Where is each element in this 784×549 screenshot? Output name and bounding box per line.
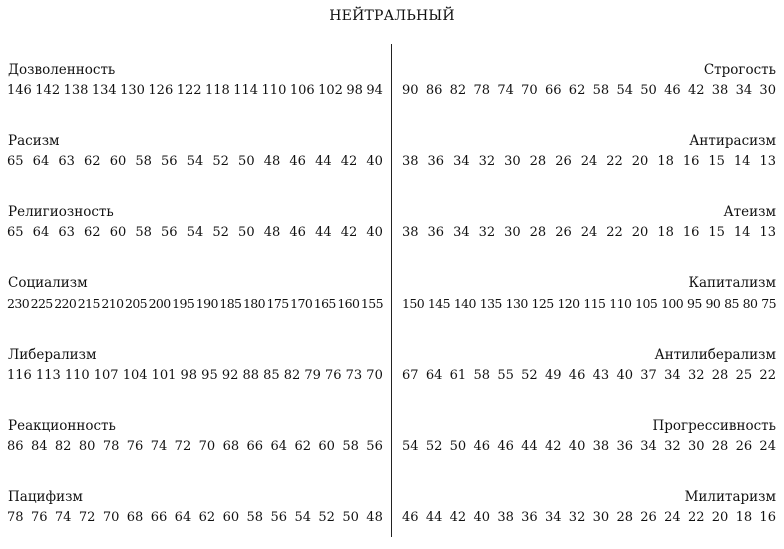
scale-value: 76: [126, 439, 144, 454]
scale-value: 54: [186, 225, 204, 240]
axis-permissiveness-strictness: [0, 62, 784, 122]
scale-value: 122: [176, 83, 202, 98]
scale-value: 40: [366, 225, 383, 240]
scale-value: 75: [761, 296, 776, 311]
scale-value: 106: [289, 83, 315, 98]
scale-value: 44: [315, 154, 332, 169]
scale-value: 40: [616, 368, 633, 383]
scale-value: 135: [479, 296, 502, 311]
scale-value: 101: [151, 368, 177, 383]
scale-value: 16: [682, 225, 700, 240]
scale-value: 52: [521, 368, 538, 383]
scale-value: 40: [568, 439, 586, 454]
scale-value: 58: [135, 225, 152, 240]
axis-right-label: Атеизм: [723, 204, 776, 220]
scale-value: 110: [64, 368, 90, 383]
scale-value: 38: [592, 439, 610, 454]
scale-value: 76: [30, 510, 48, 525]
axis-left-label: Религиозность: [8, 204, 114, 220]
scale-value: 30: [592, 510, 610, 525]
scale-value: 215: [77, 296, 100, 311]
scale-value: 56: [270, 510, 288, 525]
axis-right-label: Строгость: [703, 62, 776, 78]
scale-value: 79: [304, 368, 321, 383]
scale-value: 155: [360, 296, 383, 311]
scale-value: 48: [366, 510, 383, 525]
scale-value: 68: [126, 510, 144, 525]
scale-value: 24: [664, 510, 681, 525]
axis-racism-antiracism: [0, 133, 784, 193]
scale-value: 86: [7, 439, 24, 454]
scale-value: 66: [150, 510, 168, 525]
scale-value: 50: [238, 225, 255, 240]
axis-right-label: Антилиберализм: [654, 347, 776, 363]
axis-socialism-capitalism: [0, 275, 784, 335]
axis-right-values: [402, 153, 776, 171]
scale-value: 60: [318, 439, 335, 454]
scale-value: 42: [340, 154, 358, 169]
scale-value: 107: [93, 368, 119, 383]
scale-value: 14: [733, 225, 751, 240]
scale-value: 210: [101, 296, 124, 311]
scale-value: 62: [568, 83, 586, 98]
axis-left-values: [7, 224, 383, 242]
axis-right-label: Милитаризм: [684, 489, 776, 505]
scale-value: 38: [711, 83, 729, 98]
scale-value: 30: [687, 439, 705, 454]
scale-value: 86: [425, 83, 443, 98]
scale-value: 126: [148, 83, 174, 98]
scale-value: 44: [521, 439, 538, 454]
scale-value: 28: [711, 439, 729, 454]
scale-value: 85: [263, 368, 280, 383]
scale-value: 52: [212, 154, 229, 169]
axis-right-values: [402, 82, 776, 100]
scale-value: 94: [366, 83, 383, 98]
axis-right-label: Прогрессивность: [652, 418, 776, 434]
scale-value: 98: [180, 368, 198, 383]
axis-left-label: Либерализм: [8, 347, 97, 363]
scale-value: 36: [427, 225, 445, 240]
scale-value: 22: [687, 510, 705, 525]
scale-value: 98: [346, 83, 363, 98]
scale-value: 56: [161, 225, 178, 240]
scale-value: 114: [233, 83, 259, 98]
scale-value: 32: [568, 510, 586, 525]
scale-value: 165: [313, 296, 336, 311]
scale-value: 66: [544, 83, 562, 98]
scale-value: 26: [735, 439, 753, 454]
scale-value: 80: [742, 296, 758, 311]
scale-value: 142: [35, 83, 61, 98]
scale-value: 28: [529, 154, 547, 169]
scale-value: 78: [7, 510, 24, 525]
scale-value: 70: [102, 510, 120, 525]
scale-value: 34: [544, 510, 562, 525]
scale-value: 92: [221, 368, 239, 383]
scale-value: 50: [449, 439, 467, 454]
scale-value: 56: [161, 154, 178, 169]
scale-value: 74: [54, 510, 72, 525]
scale-value: 56: [366, 439, 383, 454]
scale-value: 62: [84, 154, 101, 169]
scale-value: 54: [186, 154, 204, 169]
scale-value: 18: [735, 510, 753, 525]
scale-value: 16: [682, 154, 700, 169]
scale-value: 20: [711, 510, 729, 525]
scale-value: 62: [294, 439, 311, 454]
scale-value: 15: [708, 225, 725, 240]
scale-value: 54: [294, 510, 311, 525]
scale-value: 40: [473, 510, 491, 525]
scale-value: 134: [91, 83, 117, 98]
scale-value: 104: [122, 368, 148, 383]
scale-value: 42: [340, 225, 358, 240]
axis-pacifism-militarism: [0, 489, 784, 549]
axis-left-label: Пацифизм: [8, 489, 83, 505]
scale-value: 58: [135, 154, 152, 169]
scale-value: 54: [616, 83, 633, 98]
scale-value: 74: [150, 439, 168, 454]
scale-value: 61: [449, 368, 467, 383]
scale-value: 58: [246, 510, 264, 525]
scale-value: 145: [427, 296, 450, 311]
scale-value: 110: [261, 83, 287, 98]
axis-right-values: [402, 367, 776, 385]
scale-value: 42: [687, 83, 705, 98]
scale-value: 28: [711, 368, 729, 383]
axis-left-label: Реакционность: [8, 418, 116, 434]
scale-value: 70: [521, 83, 538, 98]
scale-value: 42: [449, 510, 467, 525]
scale-value: 146: [7, 83, 32, 98]
scale-value: 95: [201, 368, 218, 383]
scale-value: 185: [219, 296, 242, 311]
scale-value: 205: [124, 296, 148, 311]
scale-value: 67: [402, 368, 419, 383]
scale-value: 48: [263, 154, 281, 169]
scale-value: 195: [172, 296, 195, 311]
scale-value: 60: [109, 225, 127, 240]
scale-value: 43: [592, 368, 610, 383]
scale-value: 46: [568, 368, 586, 383]
scale-value: 90: [705, 296, 721, 311]
scale-value: 82: [54, 439, 72, 454]
scale-value: 22: [759, 368, 776, 383]
scale-value: 16: [759, 510, 776, 525]
scale-value: 63: [58, 154, 75, 169]
axis-left-values: [7, 153, 383, 171]
scale-value: 48: [263, 225, 281, 240]
scale-value: 24: [759, 439, 776, 454]
scale-value: 24: [580, 225, 598, 240]
scale-value: 46: [473, 439, 491, 454]
scale-value: 36: [521, 510, 538, 525]
scale-value: 52: [212, 225, 229, 240]
scale-value: 36: [616, 439, 633, 454]
scale-value: 50: [342, 510, 359, 525]
scale-value: 72: [78, 510, 96, 525]
scale-value: 50: [238, 154, 255, 169]
scale-value: 70: [366, 368, 383, 383]
scale-value: 63: [58, 225, 75, 240]
scale-value: 68: [222, 439, 240, 454]
axis-left-values: [7, 509, 383, 527]
scale-value: 170: [290, 296, 313, 311]
scale-value: 13: [759, 154, 776, 169]
scale-value: 46: [497, 439, 514, 454]
scale-value: 118: [204, 83, 230, 98]
scale-value: 73: [345, 368, 363, 383]
scale-value: 26: [555, 225, 572, 240]
scale-value: 120: [557, 296, 580, 311]
scale-value: 15: [708, 154, 725, 169]
scale-value: 80: [78, 439, 96, 454]
scale-value: 46: [402, 510, 419, 525]
scale-value: 65: [7, 225, 24, 240]
scale-value: 110: [609, 296, 632, 311]
scale-value: 60: [109, 154, 127, 169]
scale-value: 82: [449, 83, 467, 98]
scale-value: 54: [402, 439, 419, 454]
axis-left-label: Дозволенность: [8, 62, 116, 78]
scale-value: 40: [366, 154, 383, 169]
scale-value: 52: [318, 510, 335, 525]
scale-value: 26: [555, 154, 572, 169]
scale-value: 85: [724, 296, 739, 311]
scale-value: 18: [657, 154, 674, 169]
scale-value: 90: [402, 83, 419, 98]
scale-value: 25: [735, 368, 753, 383]
scale-value: 18: [657, 225, 674, 240]
scale-value: 130: [120, 83, 145, 98]
scale-value: 84: [30, 439, 48, 454]
axis-left-values: [7, 82, 383, 100]
scale-value: 46: [664, 83, 681, 98]
scale-value: 175: [266, 296, 289, 311]
scale-value: 78: [473, 83, 491, 98]
scale-value: 38: [402, 225, 419, 240]
scale-value: 52: [425, 439, 443, 454]
scale-value: 74: [497, 83, 514, 98]
scale-value: 70: [198, 439, 216, 454]
scale-value: 32: [478, 154, 496, 169]
scale-value: 160: [337, 296, 360, 311]
axis-reaction-progress: [0, 418, 784, 478]
axis-right-values: [402, 509, 776, 527]
scale-value: 60: [222, 510, 240, 525]
scale-value: 22: [606, 225, 623, 240]
scale-value: 24: [580, 154, 598, 169]
scale-value: 34: [664, 368, 681, 383]
scale-value: 55: [497, 368, 514, 383]
scale-value: 105: [635, 296, 658, 311]
scale-value: 28: [529, 225, 547, 240]
scale-value: 14: [733, 154, 751, 169]
scale-value: 200: [148, 296, 171, 311]
scale-value: 28: [616, 510, 633, 525]
scale-value: 49: [544, 368, 562, 383]
axis-left-values: [7, 295, 383, 313]
scale-value: 38: [402, 154, 419, 169]
scale-value: 138: [63, 83, 89, 98]
scale-value: 30: [759, 83, 776, 98]
scale-value: 64: [425, 368, 443, 383]
scale-value: 225: [30, 296, 53, 311]
scale-value: 36: [427, 154, 445, 169]
scale-value: 220: [54, 296, 77, 311]
scale-value: 64: [174, 510, 192, 525]
scale-value: 62: [84, 225, 101, 240]
axis-left-values: [7, 367, 383, 385]
scale-value: 65: [7, 154, 24, 169]
page-title: НЕЙТРАЛЬНЫЙ: [329, 8, 455, 24]
scale-value: 78: [102, 439, 120, 454]
scale-value: 32: [664, 439, 681, 454]
axis-right-label: Капитализм: [688, 275, 776, 291]
axis-left-values: [7, 438, 383, 456]
scale-value: 102: [318, 83, 343, 98]
scale-value: 140: [453, 296, 476, 311]
scale-value: 100: [661, 296, 684, 311]
scale-value: 20: [631, 225, 649, 240]
axis-left-label: Расизм: [8, 133, 60, 149]
scale-value: 30: [504, 225, 521, 240]
scale-value: 116: [7, 368, 32, 383]
scale-value: 72: [174, 439, 192, 454]
scale-value: 34: [640, 439, 657, 454]
axis-right-values: [402, 295, 776, 313]
scale-value: 62: [198, 510, 216, 525]
scale-value: 58: [592, 83, 610, 98]
axis-religiosity-atheism: [0, 204, 784, 264]
scale-value: 42: [544, 439, 562, 454]
scale-value: 66: [246, 439, 264, 454]
scale-value: 32: [478, 225, 496, 240]
scale-value: 34: [735, 83, 753, 98]
scale-value: 34: [453, 154, 470, 169]
scale-value: 64: [32, 225, 50, 240]
scale-value: 115: [583, 296, 606, 311]
scale-value: 58: [342, 439, 359, 454]
scale-value: 37: [640, 368, 657, 383]
scale-value: 32: [687, 368, 705, 383]
scale-value: 46: [289, 225, 306, 240]
scale-value: 230: [7, 296, 30, 311]
scale-value: 26: [640, 510, 657, 525]
axis-right-label: Антирасизм: [689, 133, 776, 149]
axis-right-values: [402, 438, 776, 456]
scale-value: 180: [242, 296, 265, 311]
scale-value: 76: [325, 368, 342, 383]
scale-value: 20: [631, 154, 649, 169]
scale-value: 34: [453, 225, 470, 240]
scale-value: 44: [425, 510, 443, 525]
scale-value: 125: [531, 296, 554, 311]
axis-left-label: Социализм: [8, 275, 88, 291]
axis-right-values: [402, 224, 776, 242]
scale-value: 30: [504, 154, 521, 169]
scale-value: 150: [402, 296, 425, 311]
scale-value: 88: [242, 368, 259, 383]
scale-value: 64: [270, 439, 288, 454]
scale-value: 50: [640, 83, 657, 98]
scale-value: 13: [759, 225, 776, 240]
scale-value: 22: [606, 154, 623, 169]
scale-value: 82: [283, 368, 301, 383]
scale-value: 113: [35, 368, 61, 383]
scale-value: 190: [195, 296, 218, 311]
scale-value: 58: [473, 368, 491, 383]
scale-value: 38: [497, 510, 514, 525]
axis-liberalism-antiliberalism: [0, 347, 784, 407]
scale-value: 64: [32, 154, 50, 169]
scale-value: 44: [315, 225, 332, 240]
scale-value: 46: [289, 154, 306, 169]
scale-value: 95: [686, 296, 702, 311]
scale-value: 130: [505, 296, 528, 311]
